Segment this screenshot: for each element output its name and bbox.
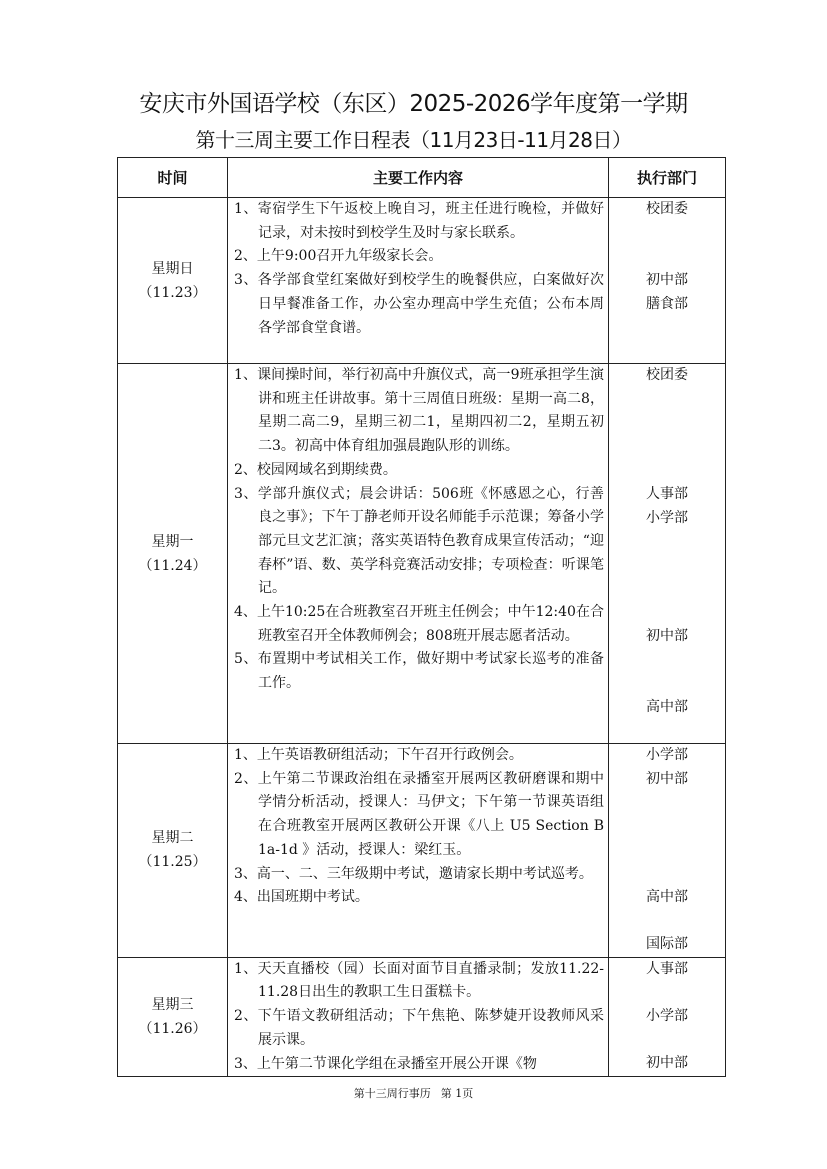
day-name: 星期二 xyxy=(151,830,194,847)
dept-label: 小学部 xyxy=(646,747,688,763)
work-item: 1、上午英语教研组活动；下午召开行政例会。 xyxy=(234,747,523,763)
dept-label: 人事部 xyxy=(646,960,688,977)
document-subtitle: 第十三周主要工作日程表（11月23日-11月28日） xyxy=(195,128,632,152)
work-item: 1、课间操时间，举行初高中升旗仪式，高一9班承担学生演讲和班主任讲故事。第十三周值日班级：星期一高二8，星期二高二9，星期三初二1，星期四初二2，星期五初二3。初高中体育组加强晨跑队形的训练。 xyxy=(234,367,604,455)
header-dept: 执行部门 xyxy=(609,158,726,198)
dept-label: 高中部 xyxy=(646,889,688,905)
dept-label: 人事部 xyxy=(646,486,688,502)
dept-label: 膳食部 xyxy=(646,296,688,312)
day-date: （11.26） xyxy=(138,1020,207,1037)
page-footer xyxy=(0,1085,827,1101)
day-cell xyxy=(118,364,228,744)
work-item: 3、上午第二节课化学组在录播室开展公开课《物 xyxy=(234,1055,537,1072)
dept-label: 初中部 xyxy=(646,628,688,644)
day-cell xyxy=(118,744,228,958)
day-cell xyxy=(118,198,228,364)
dept-label: 初中部 xyxy=(646,771,688,787)
day-name: 星期三 xyxy=(151,996,194,1013)
page-number: 第 1页 xyxy=(440,1087,474,1100)
day-date: （11.24） xyxy=(138,557,207,574)
day-date: （11.23） xyxy=(138,284,207,301)
work-item: 4、出国班期中考试。 xyxy=(234,889,369,906)
table-row xyxy=(118,198,726,364)
work-item: 3、高一、二、三年级期中考试，邀请家长期中考试巡考。 xyxy=(234,865,593,882)
work-content-cell xyxy=(228,744,609,958)
dept-label: 初中部 xyxy=(646,272,688,288)
table-row xyxy=(118,957,726,1077)
header-time: 时间 xyxy=(118,158,228,198)
dept-label: 初中部 xyxy=(646,1054,688,1071)
dept-cell xyxy=(609,957,726,1077)
footer-label: 第十三周行事历 xyxy=(353,1087,431,1100)
work-content-cell xyxy=(228,957,609,1077)
header-content: 主要工作内容 xyxy=(228,158,609,198)
work-item: 2、上午第二节课政治组在录播室开展两区教研磨课和期中学情分析活动，授课人：马伊文；下午第一节课英语组在合班教室开展两区教研公开课《八上 U5 Section B 1a-1d 》活动，授课人：梁红玉。 xyxy=(234,770,604,858)
table-row xyxy=(118,744,726,958)
work-content-cell xyxy=(228,198,609,364)
day-name: 星期日 xyxy=(151,260,194,277)
work-item: 4、上午10:25在合班教室召开班主任例会；中午12:40在合班教室召开全体教师例会；808班开展志愿者活动。 xyxy=(234,604,604,644)
day-cell xyxy=(118,957,228,1077)
dept-cell xyxy=(609,198,726,364)
work-item: 5、布置期中考试相关工作，做好期中考试家长巡考的准备工作。 xyxy=(234,651,604,692)
day-name: 星期一 xyxy=(151,533,194,550)
dept-label: 校团委 xyxy=(646,201,688,217)
dept-cell xyxy=(609,744,726,958)
schedule-table xyxy=(117,157,726,1077)
work-item: 3、学部升旗仪式；晨会讲话：506班《怀感恩之心，行善良之事》；下午丁静老师开设名师能手示范课；筹备小学部元旦文艺汇演；落实英语特色教育成果宣传活动；“迎春杯”语、数、英学科竞赛活动安排；专项检查：听课笔记。 xyxy=(234,485,604,597)
work-item: 2、下午语文教研组活动；下午焦艳、陈梦婕开设教师风采展示课。 xyxy=(234,1008,604,1048)
dept-label: 小学部 xyxy=(646,1007,688,1024)
work-item: 3、各学部食堂红案做好到校学生的晚餐供应，白案做好次日早餐准备工作，办公室办理高中学生充值；公布本周各学部食堂食谱。 xyxy=(234,272,604,336)
work-content-cell xyxy=(228,364,609,744)
dept-cell xyxy=(609,364,726,744)
document-title: 安庆市外国语学校（东区）2025-2026学年度第一学期 xyxy=(139,91,688,117)
dept-label: 小学部 xyxy=(646,510,688,526)
dept-label: 高中部 xyxy=(646,699,688,715)
dept-label: 校团委 xyxy=(646,367,688,383)
dept-label: 国际部 xyxy=(646,936,688,952)
work-item: 1、天天直播校（园）长面对面节目直播录制；发放11.22-11.28日出生的教职工生日蛋糕卡。 xyxy=(234,960,604,1001)
table-header-row xyxy=(118,158,726,198)
work-item: 2、校园网域名到期续费。 xyxy=(234,461,397,478)
day-date: （11.25） xyxy=(138,854,207,871)
table-row xyxy=(118,364,726,744)
work-item: 1、寄宿学生下午返校上晚自习，班主任进行晚检，并做好记录，对未按时到校学生及时与家长联系。 xyxy=(234,201,604,241)
work-item: 2、上午9:00召开九年级家长会。 xyxy=(234,248,443,265)
